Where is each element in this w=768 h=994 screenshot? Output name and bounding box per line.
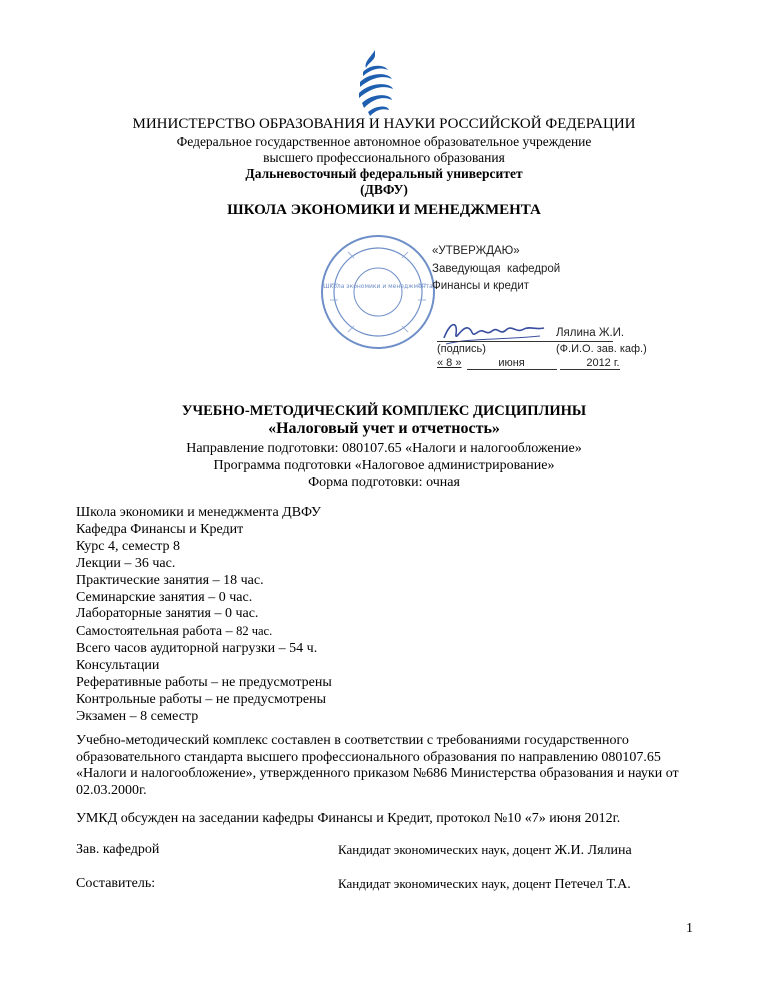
document-title: УЧЕБНО-МЕТОДИЧЕСКИЙ КОМПЛЕКС ДИСЦИПЛИНЫ bbox=[181, 403, 587, 419]
approver-name: Лялина Ж.И. bbox=[556, 327, 625, 339]
institution-line: Федеральное государственное автономное образовательное учреждение bbox=[176, 134, 592, 149]
fio-caption: (Ф.И.О. зав. каф.) bbox=[556, 343, 647, 355]
university-abbr: (ДВФУ) bbox=[360, 182, 408, 197]
approver-position: Заведующая кафедрой bbox=[432, 262, 561, 275]
info-self-study bbox=[76, 623, 332, 641]
approver-department: Финансы и кредит bbox=[432, 280, 530, 292]
author-title: Кандидат экономических наук, доцент bbox=[338, 876, 555, 891]
info-exam: Экзамен – 8 семестр bbox=[76, 708, 199, 724]
head-signer-row bbox=[76, 842, 632, 858]
info-essays: Реферативные работы – не предусмотрены bbox=[76, 675, 332, 691]
info-labs: Лабораторные занятия – 0 час. bbox=[76, 606, 259, 622]
head-label: Зав. кафедрой bbox=[76, 842, 160, 857]
stamp-text: Школа экономики и менеджмента bbox=[323, 283, 433, 290]
info-seminars: Семинарские занятия – 0 час. bbox=[76, 589, 253, 605]
author-name: Петечел Т.А. bbox=[554, 877, 631, 892]
author-label: Составитель: bbox=[76, 876, 156, 891]
date-day: « 8 » bbox=[437, 357, 462, 369]
date-year: 2012 г. bbox=[560, 357, 620, 370]
info-lectures: Лекции – 36 час. bbox=[76, 555, 176, 571]
school-name: ШКОЛА ЭКОНОМИКИ И МЕНЕДЖМЕНТА bbox=[227, 202, 541, 218]
compliance-paragraph: Учебно-методический комплекс составлен в соответствии с требованиями государственного образовательного стандарта высшего профессионального образования по направлению 080107.65 «Налоги и налогообложение», утвержденного приказом №686 Министерства образования и науки от 02.03.2000г. bbox=[76, 733, 679, 798]
signature-caption: (подпись) bbox=[437, 343, 486, 355]
info-total-hours: Всего часов аудиторной нагрузки – 54 ч. bbox=[76, 641, 318, 657]
education-level-line: высшего профессионального образования bbox=[263, 150, 505, 165]
signature-line bbox=[437, 341, 613, 342]
info-self-study-hours: 82 час. bbox=[236, 624, 273, 639]
approve-label: «УТВЕРЖДАЮ» bbox=[432, 245, 520, 257]
head-name: Ж.И. Лялина bbox=[554, 843, 632, 858]
date-month: июня bbox=[467, 357, 557, 370]
discipline-title: «Налоговый учет и отчетность» bbox=[268, 420, 500, 437]
meeting-note: УМКД обсужден на заседании кафедры Финансы и Кредит, протокол №10 «7» июня 2012г. bbox=[76, 811, 621, 826]
university-logo-icon bbox=[350, 48, 400, 118]
author-credentials bbox=[338, 876, 631, 893]
info-self-study-label: Самостоятельная работа – bbox=[76, 624, 237, 640]
approval-block bbox=[432, 243, 560, 296]
study-direction: Направление подготовки: 080107.65 «Налоги и налогообложение» bbox=[186, 441, 582, 456]
study-program: Программа подготовки «Налоговое администрирование» bbox=[213, 458, 555, 473]
official-stamp-icon bbox=[318, 232, 438, 352]
university-name: Дальневосточный федеральный университет bbox=[245, 166, 523, 181]
head-credentials bbox=[338, 842, 632, 859]
study-form: Форма подготовки: очная bbox=[308, 475, 460, 490]
author-signer-row bbox=[76, 876, 631, 892]
info-school: Школа экономики и менеджмента ДВФУ bbox=[76, 505, 321, 520]
approval-date bbox=[437, 357, 620, 370]
course-info-list bbox=[76, 505, 332, 726]
info-department: Кафедра Финансы и Кредит bbox=[76, 521, 244, 537]
info-course: Курс 4, семестр 8 bbox=[76, 538, 181, 554]
info-consultations: Консультации bbox=[76, 658, 160, 674]
info-tests: Контрольные работы – не предусмотрены bbox=[76, 691, 327, 707]
page-number: 1 bbox=[686, 921, 693, 936]
head-title: Кандидат экономических наук, доцент bbox=[338, 842, 555, 857]
ministry-heading: МИНИСТЕРСТВО ОБРАЗОВАНИЯ И НАУКИ РОССИЙСКОЙ ФЕДЕРАЦИИ bbox=[132, 116, 636, 132]
info-practice: Практические занятия – 18 час. bbox=[76, 572, 264, 588]
